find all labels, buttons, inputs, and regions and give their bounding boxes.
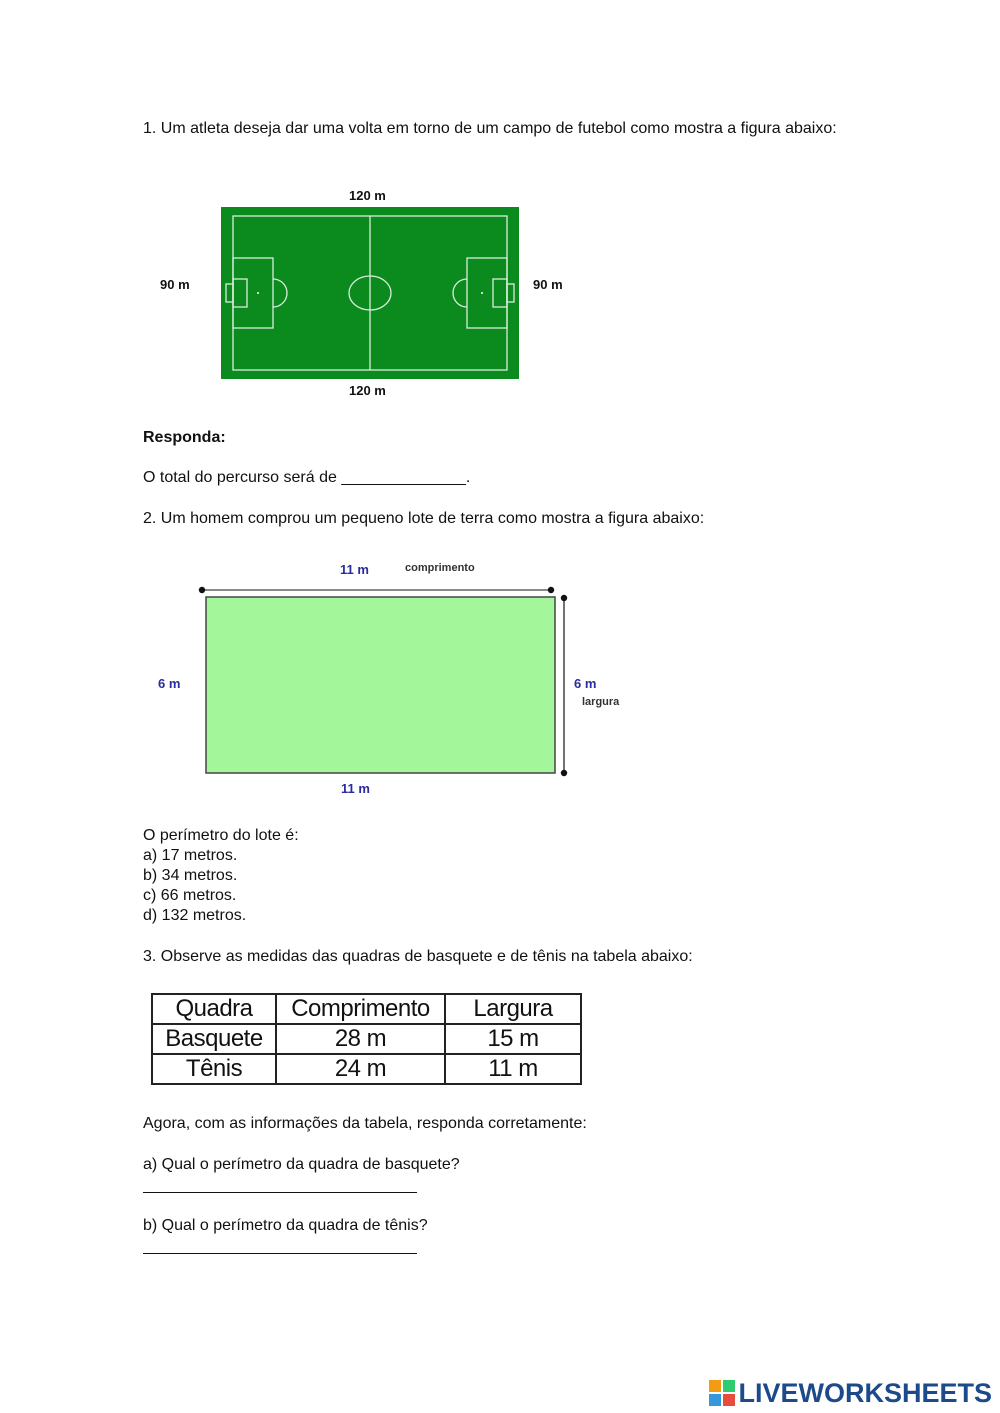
- answer-line-3a[interactable]: [143, 1192, 417, 1193]
- table-cell: 11 m: [445, 1054, 581, 1084]
- lot-top-note: comprimento: [405, 562, 475, 574]
- lot-top-label: 11 m: [340, 562, 369, 577]
- lot-drawing: [196, 584, 574, 780]
- question-3-text: 3. Observe as medidas das quadras de basquete e de tênis na tabela abaixo:: [143, 948, 693, 965]
- option-c: c) 66 metros.: [143, 887, 237, 904]
- lot-bottom-label: 11 m: [341, 781, 370, 796]
- table-cell: Tênis: [152, 1054, 276, 1084]
- question-1-text: 1. Um atleta deseja dar uma volta em torno de um campo de futebol como mostra a figura abaixo:: [143, 120, 837, 137]
- question-2-text: 2. Um homem comprou um pequeno lote de terra como mostra a figura abaixo:: [143, 510, 705, 527]
- option-d: d) 132 metros.: [143, 907, 247, 924]
- question-3a: a) Qual o perímetro da quadra de basquete?: [143, 1156, 460, 1173]
- table-header-cell: Largura: [445, 994, 581, 1024]
- table-header-row: [152, 994, 581, 1024]
- soccer-field-drawing: [221, 207, 519, 379]
- question-1-answer-prompt: O total do percurso será de ______________.: [143, 469, 471, 486]
- table-header-cell: Quadra: [152, 994, 276, 1024]
- table-cell: 28 m: [276, 1024, 445, 1054]
- lot-left-label: 6 m: [158, 676, 181, 691]
- liveworksheets-logo: [709, 1378, 992, 1408]
- question-2-prompt: O perímetro do lote é:: [143, 827, 299, 844]
- field-right-label: 90 m: [533, 277, 563, 292]
- option-a: a) 17 metros.: [143, 847, 238, 864]
- answer-line-3b[interactable]: [143, 1253, 417, 1254]
- logo-text: LIVEWORKSHEETS: [738, 1377, 992, 1408]
- question-3b: b) Qual o perímetro da quadra de tênis?: [143, 1217, 428, 1234]
- lot-right-note: largura: [582, 696, 620, 708]
- table-row: [152, 1054, 581, 1084]
- table-row: [152, 1024, 581, 1054]
- field-top-label: 120 m: [349, 188, 386, 203]
- field-left-label: 90 m: [160, 277, 190, 292]
- courts-table: [151, 993, 582, 1085]
- table-cell: 15 m: [445, 1024, 581, 1054]
- table-cell: Basquete: [152, 1024, 276, 1054]
- logo-blocks-icon: [709, 1380, 735, 1406]
- table-cell: 24 m: [276, 1054, 445, 1084]
- lot-right-label: 6 m: [574, 676, 597, 691]
- question-3-instruction: Agora, com as informações da tabela, responda corretamente:: [143, 1115, 587, 1132]
- field-bottom-label: 120 m: [349, 383, 386, 398]
- table-header-cell: Comprimento: [276, 994, 445, 1024]
- option-b: b) 34 metros.: [143, 867, 238, 884]
- responda-label: Responda:: [143, 429, 226, 446]
